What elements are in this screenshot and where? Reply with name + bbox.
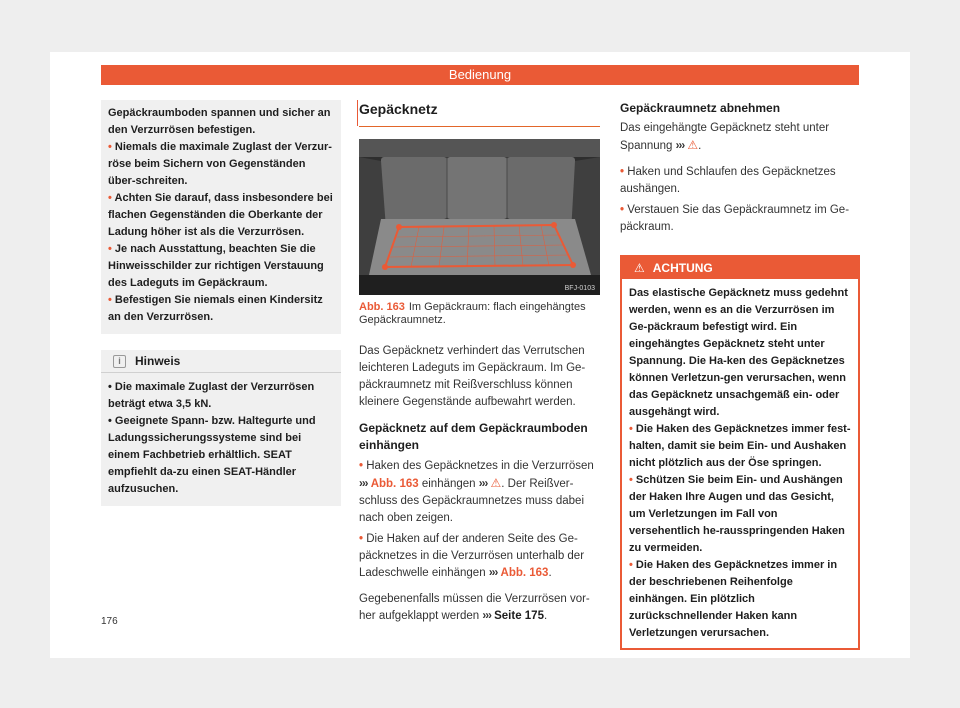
- warning-continuation: [101, 100, 341, 334]
- subheading-remove: Gepäckraumnetz abnehmen: [620, 101, 781, 115]
- bullet-icon: •: [620, 166, 625, 178]
- bullet-icon: •: [108, 141, 112, 153]
- hint-title: Hinweis: [135, 354, 181, 368]
- bullet-icon: •: [620, 204, 625, 216]
- hint-item: • Geeignete Spann- bzw. Haltegurte und Ladungssicherungssysteme sind bei einem Fachbetrieb erhältlich. SEAT empfiehlt da-zu einen SEAT-Händler aufzusuchen.: [108, 415, 316, 495]
- bullet-icon: •: [629, 474, 633, 486]
- bullet-icon: •: [108, 243, 112, 255]
- warning-triangle-icon: ⚠: [634, 261, 645, 275]
- warning-item: • Die Haken des Gepäcknetzes immer fest-halten, damit sie beim Ein- und Aushaken nicht plötzlich aus der Öse springen.: [629, 423, 851, 469]
- bullet-icon: •: [629, 423, 633, 435]
- remove-step: • Haken und Schlaufen des Gepäcknetzes aushängen.: [620, 166, 836, 195]
- bullet-icon: •: [359, 460, 364, 472]
- warning-header: [622, 257, 858, 279]
- link-abb-163[interactable]: Abb. 163: [500, 567, 549, 579]
- bullet-icon: •: [629, 559, 633, 571]
- warning-item: • Niemals die maximale Zuglast der Verzur-röse beim Sichern von Gegenständen über-schreiten.: [108, 141, 332, 187]
- warning-box: [620, 255, 860, 650]
- section-title: Gepäcknetz: [359, 100, 600, 127]
- figure-trunk-net: [359, 139, 600, 295]
- hint-body: [101, 373, 341, 498]
- figure-caption: [359, 301, 600, 327]
- bullet-icon: •: [108, 294, 112, 306]
- column-middle: [359, 100, 600, 625]
- column-left: [101, 100, 341, 506]
- install-step-2: • Die Haken auf der anderen Seite des Ge-päcknetzes in die Verzurrösen unterhalb der Ladeschwelle einhängen ››› Abb. 163.: [359, 533, 585, 579]
- subheading-install: Gepäcknetz auf dem Gepäckraumboden einhängen: [359, 421, 588, 452]
- warning-title: ACHTUNG: [652, 261, 713, 275]
- hint-item: • Die maximale Zuglast der Verzurrösen beträgt etwa 3,5 kN.: [108, 381, 315, 410]
- bullet-icon: •: [108, 192, 112, 204]
- figure-code: BFJ-0103: [564, 285, 595, 292]
- caption-label: Abb. 163: [359, 301, 405, 313]
- warning-triangle-icon: ⚠: [687, 138, 699, 152]
- warning-item: • Achten Sie darauf, dass insbesondere bei flachen Gegenständen die Oberkante der Ladung höher ist als die Verzurrösen.: [108, 192, 333, 238]
- warning-item: • Die Haken des Gepäcknetzes immer in der beschriebenen Reihenfolge einhängen. Ein plötzlich zurückschnellender Haken kann Verletzungen verursachen.: [629, 559, 838, 639]
- bullet-icon: •: [359, 533, 364, 545]
- hint-box: [101, 350, 341, 506]
- outro-paragraph: Gegebenenfalls müssen die Verzurrösen vor-her aufgeklappt werden ››› Seite 175.: [359, 593, 590, 622]
- warning-item: • Befestigen Sie niemals einen Kindersitz an den Verzurrösen.: [108, 294, 323, 323]
- header-bar: Bedienung: [101, 65, 859, 85]
- hint-header: [101, 350, 341, 373]
- info-icon: i: [113, 355, 126, 368]
- warning-item: • Je nach Ausstattung, beachten Sie die Hinweisschilder zur richtigen Verstauung des Ladeguts im Gepäckraum.: [108, 243, 324, 289]
- remove-step: • Verstauen Sie das Gepäckraumnetz im Ge-päckraum.: [620, 204, 850, 233]
- link-abb-163[interactable]: Abb. 163: [370, 478, 419, 490]
- column-right: [620, 100, 860, 650]
- remove-intro: Das eingehängte Gepäcknetz steht unter Spannung ››› ⚠.: [620, 122, 830, 152]
- caption-text: Im Gepäckraum: flach eingehängtes Gepäckraumnetz.: [359, 301, 586, 326]
- link-page-175[interactable]: Seite 175: [494, 610, 544, 622]
- intro-paragraph: Das Gepäcknetz verhindert das Verrutschen leichteren Ladeguts im Gepäckraum. Im Ge-päckraumnetz mit Reißverschluss können kleinere Gegenstände aufbewahrt werden.: [359, 345, 586, 408]
- page-number: 176: [101, 616, 118, 627]
- warning-triangle-icon: ⚠: [490, 476, 502, 490]
- section-title-wrap: [359, 100, 600, 127]
- warning-item: • Schützen Sie beim Ein- und Aushängen der Haken Ihre Augen und das Gesicht, um Verletzungen im Fall von versehentlich he-rausspringenden Haken zu vermeiden.: [629, 474, 845, 554]
- install-step-1: • Haken des Gepäcknetzes in die Verzurrösen ››› Abb. 163 einhängen ››› ⚠. Der Reißver-schluss des Gepäckraumnetzes muss dabei nach oben zeigen.: [359, 460, 594, 524]
- warning-intro: Gepäckraumboden spannen und sicher an den Verzurrösen befestigen.: [108, 107, 331, 136]
- warning-intro: Das elastische Gepäcknetz muss gedehnt werden, wenn es an die Verzurrösen im Ge-päckraum befestigt wird. Ein eingehängtes Gepäcknetz steht unter Spannung. Die Ha-ken des Gepäcknetzes können Verletzun-gen verursachen, wenn das Gepäcknetz unsachgemäß ein- oder ausgehängt wird.: [629, 287, 848, 418]
- trunk-net-illustration: [359, 139, 600, 295]
- warning-body: [622, 279, 858, 648]
